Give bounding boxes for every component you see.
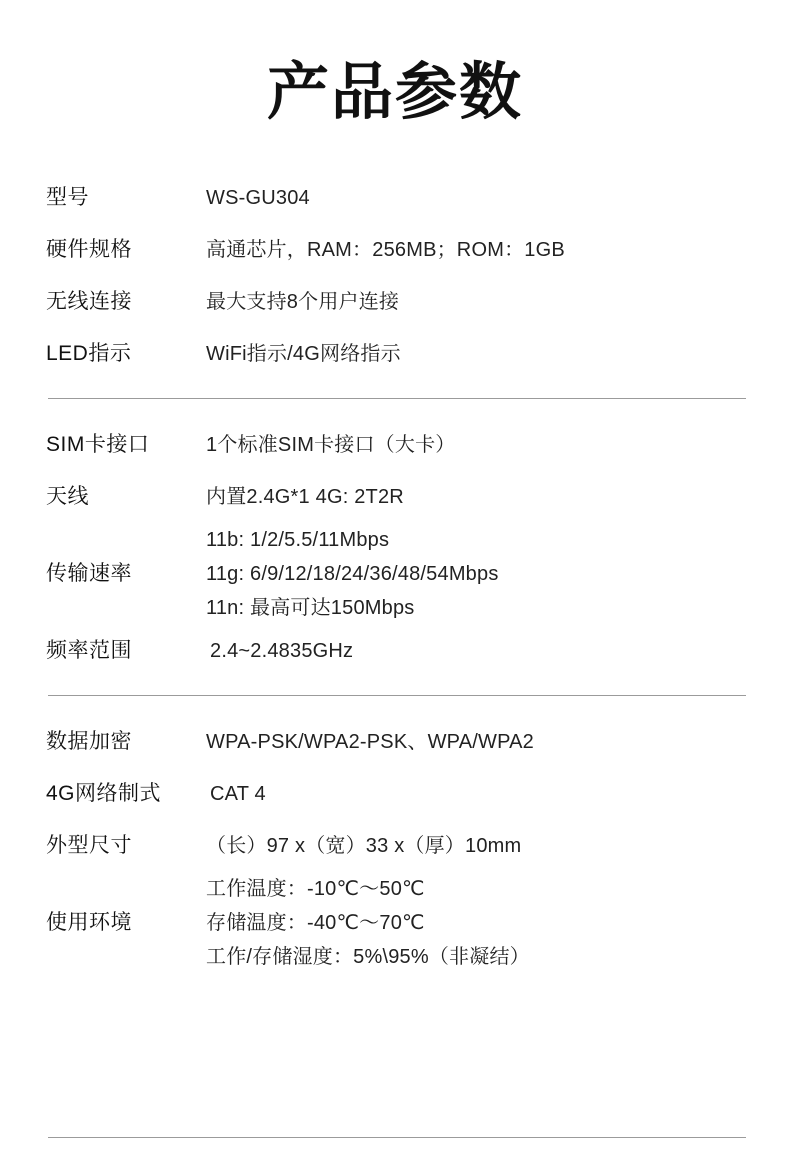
spec-value [206,181,744,215]
spec-value [206,233,744,267]
spec-value-line: 内置2.4G*1 4G: 2T2R [206,486,404,509]
spec-label: 使用环境 [46,911,132,935]
spec-row [46,471,744,523]
spec-label: 型号 [46,186,89,210]
spec-row [46,419,744,471]
spec-label: 4G网络制式 [46,782,162,806]
spec-value-line: 11n: 最高可达150Mbps [206,597,415,620]
spec-value-line: 最大支持8个用户连接 [206,291,400,314]
spec-value [206,872,744,974]
spec-value [206,829,744,863]
spec-value [206,480,744,514]
spec-value-line: 存储温度：-40℃～70℃ [206,912,425,935]
spec-value-line: CAT 4 [210,783,266,806]
section-divider [48,695,746,696]
spec-table [0,172,790,974]
spec-value-line: WS-GU304 [206,187,310,210]
spec-row [46,523,744,625]
spec-row [46,224,744,276]
spec-value-line: 2.4~2.4835GHz [210,640,354,663]
spec-value [206,634,744,668]
spec-label: SIM卡接口 [46,433,150,457]
spec-value-line: 11b: 1/2/5.5/11Mbps [206,529,390,552]
spec-value [206,285,744,319]
spec-row [46,872,744,974]
spec-label: 频率范围 [46,639,132,663]
spec-value-line: WiFi指示/4G网络指示 [206,343,401,366]
spec-value-line: 1个标准SIM卡接口（大卡） [206,434,456,457]
spec-label: 外型尺寸 [46,834,132,858]
spec-row [46,820,744,872]
spec-value [206,523,744,625]
spec-row [46,768,744,820]
spec-row [46,716,744,768]
section-divider [48,398,746,399]
spec-value-line: 工作/存储湿度：5%\95%（非凝结） [206,946,530,969]
spec-row [46,625,744,677]
spec-value [206,337,744,371]
spec-value-line: 11g: 6/9/12/18/24/36/48/54Mbps [206,563,499,586]
footer-divider [48,1137,746,1138]
spec-label: 传输速率 [46,562,132,586]
spec-value-line: 工作温度：-10℃～50℃ [206,878,425,901]
spec-value-line: WPA-PSK/WPA2-PSK、WPA/WPA2 [206,731,535,754]
spec-row [46,172,744,224]
spec-label: 数据加密 [46,730,132,754]
spec-value [206,777,744,811]
spec-label: 无线连接 [46,290,132,314]
spec-label: LED指示 [46,342,132,366]
spec-value [206,428,744,462]
spec-group-2 [46,419,744,677]
spec-label: 硬件规格 [46,238,132,262]
page-title: 产品参数 [266,55,523,128]
spec-value [206,725,744,759]
spec-row [46,328,744,380]
spec-value-line: （长）97 x（宽）33 x（厚）10mm [206,835,522,858]
spec-label: 天线 [46,485,89,509]
spec-value-line: 高通芯片，RAM：256MB；ROM：1GB [206,239,565,262]
spec-group-3 [46,716,744,974]
spec-row [46,276,744,328]
spec-group-1 [46,172,744,380]
